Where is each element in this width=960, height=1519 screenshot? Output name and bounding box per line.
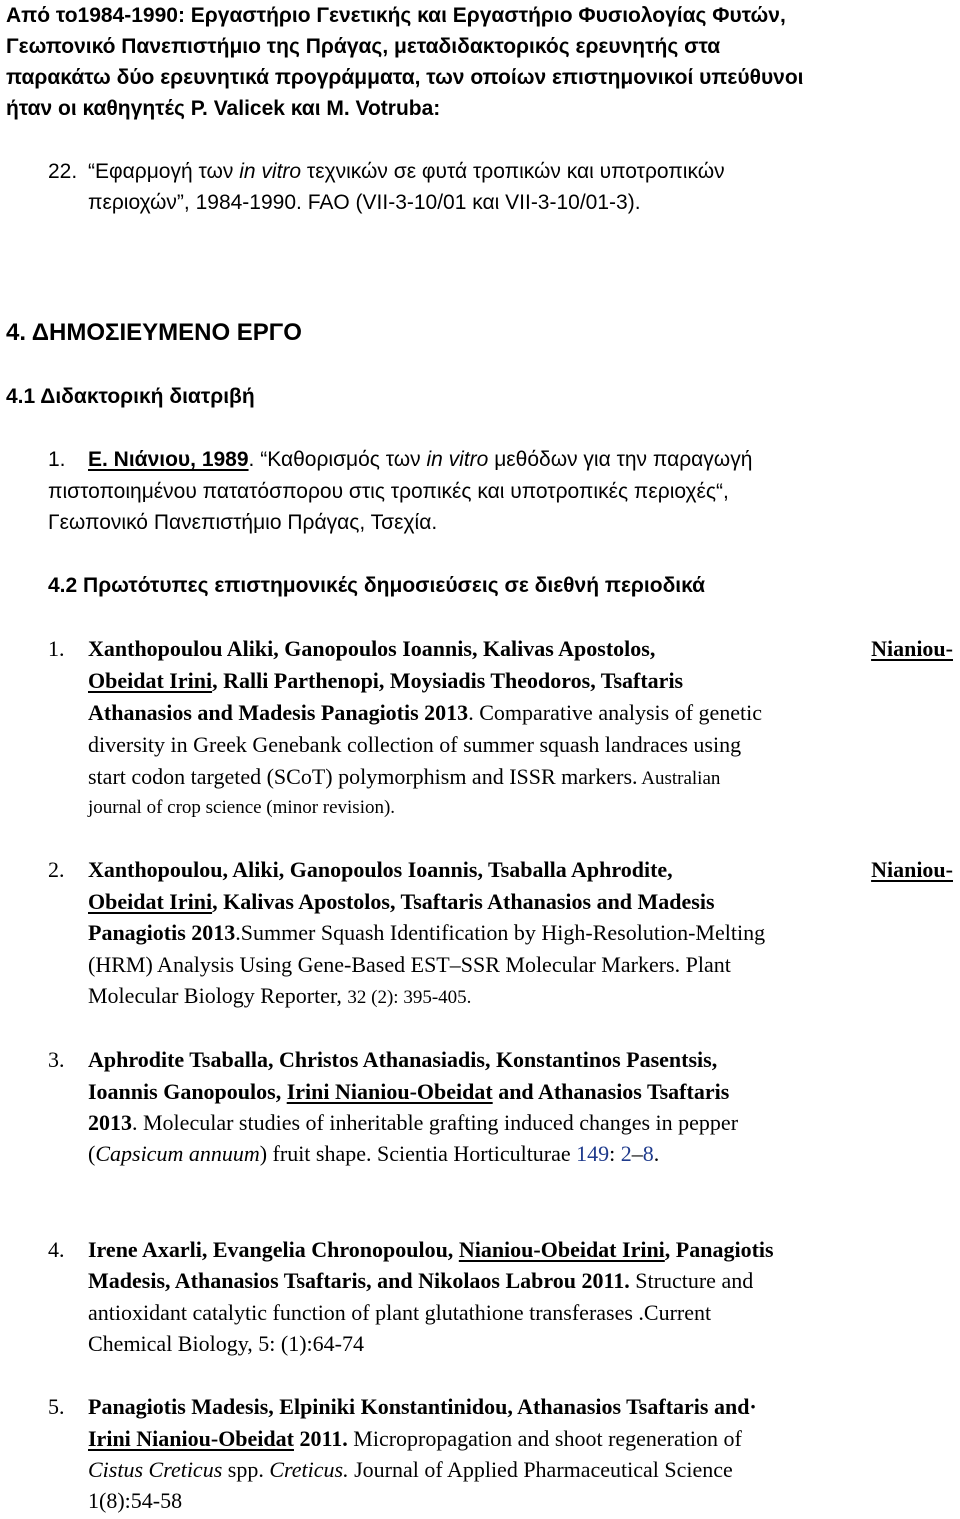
thesis-number: 1. [48, 448, 66, 471]
publication-line: antioxidant catalytic function of plant glutathione transferases .Current [88, 1300, 712, 1325]
publication-line: Panagiotis Madesis, Elpiniki Konstantinidou, Athanasios Tsaftaris and· [88, 1394, 757, 1419]
publication-line: start codon targeted (SCoT) polymorphism and ISSR markers. Australian [88, 764, 721, 789]
section-heading: 4. ΔΗΜΟΣΙΕΥΜΕΝΟ ΕΡΓΟ [6, 319, 302, 346]
publication-line: Irene Axarli, Evangelia Chronopoulou, Nianiou-Obeidat Irini, Panagiotis [88, 1237, 774, 1262]
subsection-heading-4-1: 4.1 Διδακτορική διατριβή [6, 385, 255, 408]
intro-line-3: παρακάτω δύο ερευνητικά προγράμματα, των οποίων επιστημονικοί υπεύθυνοι [6, 66, 804, 89]
publication-line: Xanthopoulou Aliki, Ganopoulos Ioannis, Kalivas Apostolos, Nianiou- [88, 636, 953, 661]
publication-line: Ioannis Ganopoulos, Irini Nianiou-Obeidat and Athanasios Tsaftaris [88, 1079, 730, 1104]
publication-number: 1. [48, 636, 65, 661]
publication-line: Athanasios and Madesis Panagiotis 2013. Comparative analysis of genetic [88, 700, 763, 725]
publication-line: diversity in Greek Genebank collection of summer squash landraces using [88, 732, 742, 757]
publication-line: Cistus Creticus spp. Creticus. Journal of Applied Pharmaceutical Science [88, 1457, 733, 1482]
project-line-2: περιοχών”, 1984-1990. FAO (VII-3-10/01 και VII-3-10/01-3). [88, 191, 641, 214]
publication-number: 5. [48, 1394, 65, 1419]
project-line-1: “Εφαρμογή των in vitro τεχνικών σε φυτά τροπικών και υποτροπικών [88, 160, 725, 183]
publication-line: 2013. Molecular studies of inheritable grafting induced changes in pepper [88, 1110, 739, 1135]
publication-line: journal of crop science (minor revision). [88, 797, 396, 818]
publication-line: Molecular Biology Reporter, 32 (2): 395-405. [88, 983, 472, 1008]
thesis-line-3: Γεωπονικό Πανεπιστήμιο Πράγας, Τσεχία. [48, 511, 438, 534]
publication-line: (HRM) Analysis Using Gene-Based EST–SSR Molecular Markers. Plant [88, 952, 731, 977]
publication-number: 2. [48, 857, 65, 882]
subsection-heading-4-2: 4.2 Πρωτότυπες επιστημονικές δημοσιεύσεις σε διεθνή περιοδικά [48, 574, 706, 597]
publication-number: 4. [48, 1237, 65, 1262]
thesis-line-1: Ε. Νιάνιου, 1989. “Καθορισμός των in vitro μεθόδων για την παραγωγή [88, 448, 753, 471]
publication-number: 3. [48, 1047, 65, 1072]
publication-line: Madesis, Athanasios Tsaftaris, and Nikolaos Labrou 2011. Structure and [88, 1268, 754, 1293]
project-number: 22. [48, 160, 78, 183]
publication-line: Panagiotis 2013.Summer Squash Identification by High-Resolution-Melting [88, 920, 766, 945]
publication-line: Irini Nianiou-Obeidat 2011. Micropropagation and shoot regeneration of [88, 1426, 742, 1451]
publication-line: (Capsicum annuum) fruit shape. Scientia Horticulturae 149: 2–8. [88, 1141, 660, 1166]
thesis-line-2: πιστοποιημένου πατατόσπορου στις τροπικές και υποτροπικές περιοχές“, [48, 480, 729, 503]
publication-line: 1(8):54-58 [88, 1488, 183, 1513]
thesis-author: Ε. Νιάνιου, 1989 [88, 448, 249, 471]
intro-line-1: Από το1984-1990: Εργαστήριο Γενετικής και Εργαστήριο Φυσιολογίας Φυτών, [6, 4, 786, 27]
publication-line: Aphrodite Tsaballa, Christos Athanasiadis, Konstantinos Pasentsis, [88, 1047, 718, 1072]
intro-line-4: ήταν οι καθηγητές P. Valicek και M. Votruba: [6, 97, 441, 120]
publication-line: Obeidat Irini, Kalivas Apostolos, Tsaftaris Athanasios and Madesis [88, 889, 715, 914]
intro-line-2: Γεωπονικό Πανεπιστήμιο της Πράγας, μεταδιδακτορικός ερευνητής στα [6, 35, 721, 58]
publication-line: Xanthopoulou, Aliki, Ganopoulos Ioannis, Tsaballa Aphrodite, Nianiou- [88, 857, 953, 882]
publication-line: Chemical Biology, 5: (1):64-74 [88, 1331, 364, 1356]
publication-line: Obeidat Irini, Ralli Parthenopi, Moysiadis Theodoros, Tsaftaris [88, 668, 684, 693]
